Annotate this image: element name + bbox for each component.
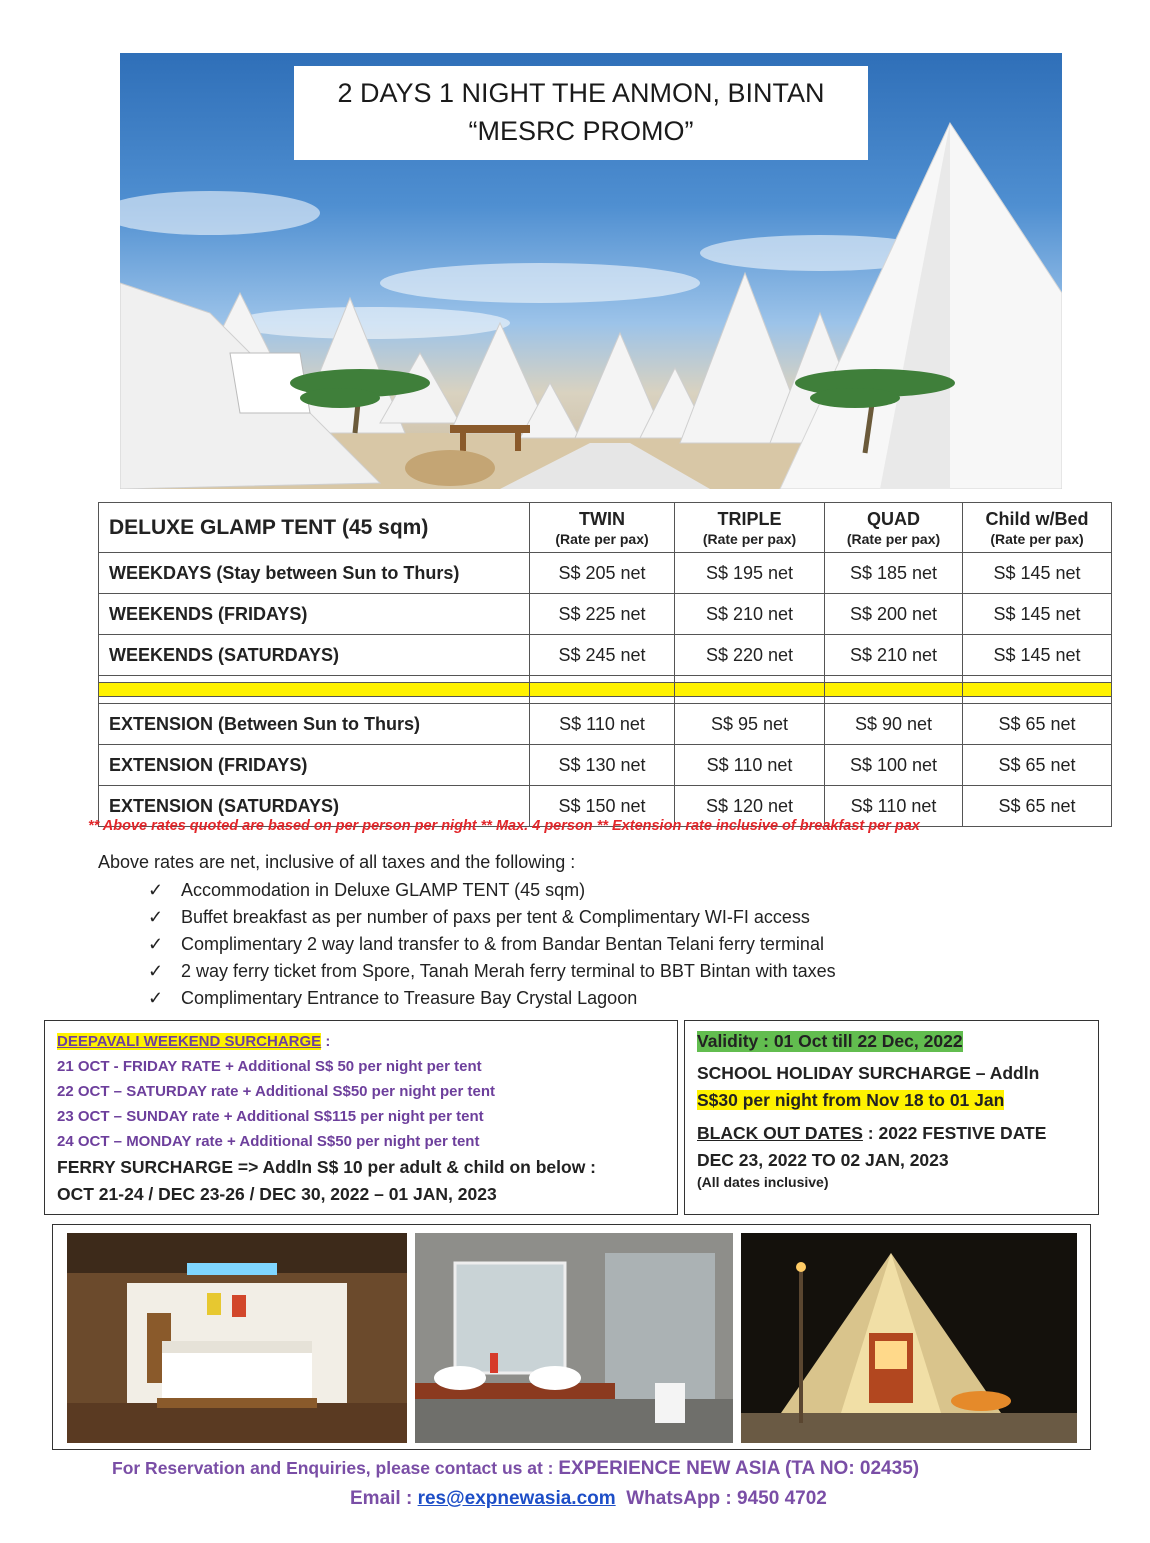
rate-cell: S$ 210 net — [675, 594, 825, 635]
row-label: EXTENSION (Between Sun to Thurs) — [99, 704, 530, 745]
bathroom-photo — [415, 1233, 733, 1443]
surcharge-box — [44, 1020, 678, 1215]
school-holiday-line1: SCHOOL HOLIDAY SURCHARGE – Addln — [697, 1063, 1040, 1083]
rate-cell: S$ 110 net — [675, 745, 825, 786]
col-header-quad: QUAD (Rate per pax) — [825, 503, 963, 553]
rate-cell: S$ 150 net — [530, 786, 675, 827]
table-row — [99, 635, 1112, 676]
col-header-twin: TWIN (Rate per pax) — [530, 503, 675, 553]
contact-line: For Reservation and Enquiries, please contact us at : EXPERIENCE NEW ASIA (TA NO: 02435) — [112, 1458, 920, 1479]
highlight-divider-row — [99, 683, 1112, 697]
rate-cell: S$ 120 net — [675, 786, 825, 827]
promo-title-line2: “MESRC PROMO” — [468, 116, 694, 146]
rate-cell: S$ 145 net — [963, 635, 1112, 676]
check-icon: ✓ — [148, 880, 164, 900]
list-item: ✓ Accommodation in Deluxe GLAMP TENT (45 sqm) — [148, 877, 836, 904]
email-link[interactable]: res@expnewasia.com — [417, 1488, 616, 1509]
col-header-child: Child w/Bed (Rate per pax) — [963, 503, 1112, 553]
rates-header-row — [99, 503, 1112, 553]
row-label: WEEKENDS (SATURDAYS) — [99, 635, 530, 676]
tent-night-photo — [741, 1233, 1077, 1443]
list-item: ✓ Complimentary 2 way land transfer to & from Bandar Bentan Telani ferry terminal — [148, 931, 836, 958]
rate-cell: S$ 220 net — [675, 635, 825, 676]
rates-table — [98, 502, 1112, 827]
whatsapp-number: WhatsApp : 9450 4702 — [626, 1488, 827, 1509]
blackout-note: (All dates inclusive) — [697, 1174, 829, 1190]
deepavali-heading: DEEPAVALI WEEKEND SURCHARGE — [57, 1033, 322, 1050]
school-holiday-line2-wrap — [697, 1087, 1086, 1114]
row-label: WEEKENDS (FRIDAYS) — [99, 594, 530, 635]
deepavali-item: 23 OCT – SUNDAY rate + Additional S$115 per night per tent — [57, 1108, 484, 1125]
deepavali-item: 22 OCT – SATURDAY rate + Additional S$50 per night per tent — [57, 1083, 496, 1100]
rate-cell: S$ 195 net — [675, 553, 825, 594]
rate-cell: S$ 65 net — [963, 704, 1112, 745]
rate-cell: S$ 130 net — [530, 745, 675, 786]
rate-note: ** Above rates quoted are based on per person per night ** Max. 4 person ** Extension rate inclusive of breakfast per pax — [88, 818, 920, 834]
table-row — [99, 553, 1112, 594]
spacer-row — [99, 676, 1112, 683]
deepavali-item: 24 OCT – MONDAY rate + Additional S$50 per night per tent — [57, 1133, 480, 1150]
col-header-triple: TRIPLE (Rate per pax) — [675, 503, 825, 553]
rate-cell: S$ 185 net — [825, 553, 963, 594]
deepavali-item: 21 OCT - FRIDAY RATE + Additional S$ 50 per night per tent — [57, 1058, 482, 1075]
check-icon: ✓ — [148, 961, 164, 981]
validity-text: Validity : 01 Oct till 22 Dec, 2022 — [697, 1031, 963, 1051]
rate-cell: S$ 245 net — [530, 635, 675, 676]
promo-title-box — [294, 66, 868, 160]
deepavali-heading-line: DEEPAVALI WEEKEND SURCHARGE : — [57, 1033, 331, 1050]
check-icon: ✓ — [148, 934, 164, 954]
table-row — [99, 704, 1112, 745]
rate-cell: S$ 90 net — [825, 704, 963, 745]
check-icon: ✓ — [148, 907, 164, 927]
check-icon: ✓ — [148, 988, 164, 1008]
table-row — [99, 745, 1112, 786]
blackout-dates: DEC 23, 2022 TO 02 JAN, 2023 — [697, 1150, 949, 1170]
inclusions-heading: Above rates are net, inclusive of all taxes and the following : — [98, 852, 576, 872]
rate-cell: S$ 110 net — [825, 786, 963, 827]
company-name: EXPERIENCE NEW ASIA (TA NO: 02435) — [558, 1458, 920, 1479]
rate-cell: S$ 110 net — [530, 704, 675, 745]
row-label: WEEKDAYS (Stay between Sun to Thurs) — [99, 553, 530, 594]
photo-strip — [52, 1224, 1091, 1450]
spacer-row — [99, 697, 1112, 704]
school-holiday-line2: S$30 per night from Nov 18 to 01 Jan — [697, 1090, 1005, 1110]
blackout-label: BLACK OUT DATES — [697, 1123, 863, 1143]
rate-cell: S$ 210 net — [825, 635, 963, 676]
hero-image — [120, 53, 1062, 489]
rate-cell: S$ 145 net — [963, 594, 1112, 635]
bedroom-photo — [67, 1233, 407, 1443]
table-row — [99, 594, 1112, 635]
blackout-line: BLACK OUT DATES : 2022 FESTIVE DATE — [697, 1123, 1047, 1143]
row-label: EXTENSION (FRIDAYS) — [99, 745, 530, 786]
ferry-surcharge-line2: OCT 21-24 / DEC 23-26 / DEC 30, 2022 – 01 JAN, 2023 — [57, 1184, 497, 1204]
rate-cell: S$ 100 net — [825, 745, 963, 786]
list-item: ✓ Complimentary Entrance to Treasure Bay Crystal Lagoon — [148, 985, 836, 1012]
rate-cell: S$ 65 net — [963, 786, 1112, 827]
rate-cell: S$ 225 net — [530, 594, 675, 635]
inclusions-list — [148, 877, 836, 1012]
rate-cell: S$ 205 net — [530, 553, 675, 594]
rate-cell: S$ 95 net — [675, 704, 825, 745]
ferry-surcharge-line1: FERRY SURCHARGE => Addln S$ 10 per adult & child on below : — [57, 1157, 597, 1177]
list-item: ✓ 2 way ferry ticket from Spore, Tanah Merah ferry terminal to BBT Bintan with taxes — [148, 958, 836, 985]
contact-details: Email : res@expnewasia.com WhatsApp : 9450 4702 — [350, 1488, 827, 1509]
rate-cell: S$ 145 net — [963, 553, 1112, 594]
validity-box — [684, 1020, 1099, 1215]
promo-title-line1: 2 DAYS 1 NIGHT THE ANMON, BINTAN — [337, 78, 825, 108]
room-type-header: DELUXE GLAMP TENT (45 sqm) — [99, 503, 530, 553]
list-item: ✓ Buffet breakfast as per number of paxs per tent & Complimentary WI-FI access — [148, 904, 836, 931]
row-label: EXTENSION (SATURDAYS) — [99, 786, 530, 827]
rate-cell: S$ 65 net — [963, 745, 1112, 786]
rate-cell: S$ 200 net — [825, 594, 963, 635]
